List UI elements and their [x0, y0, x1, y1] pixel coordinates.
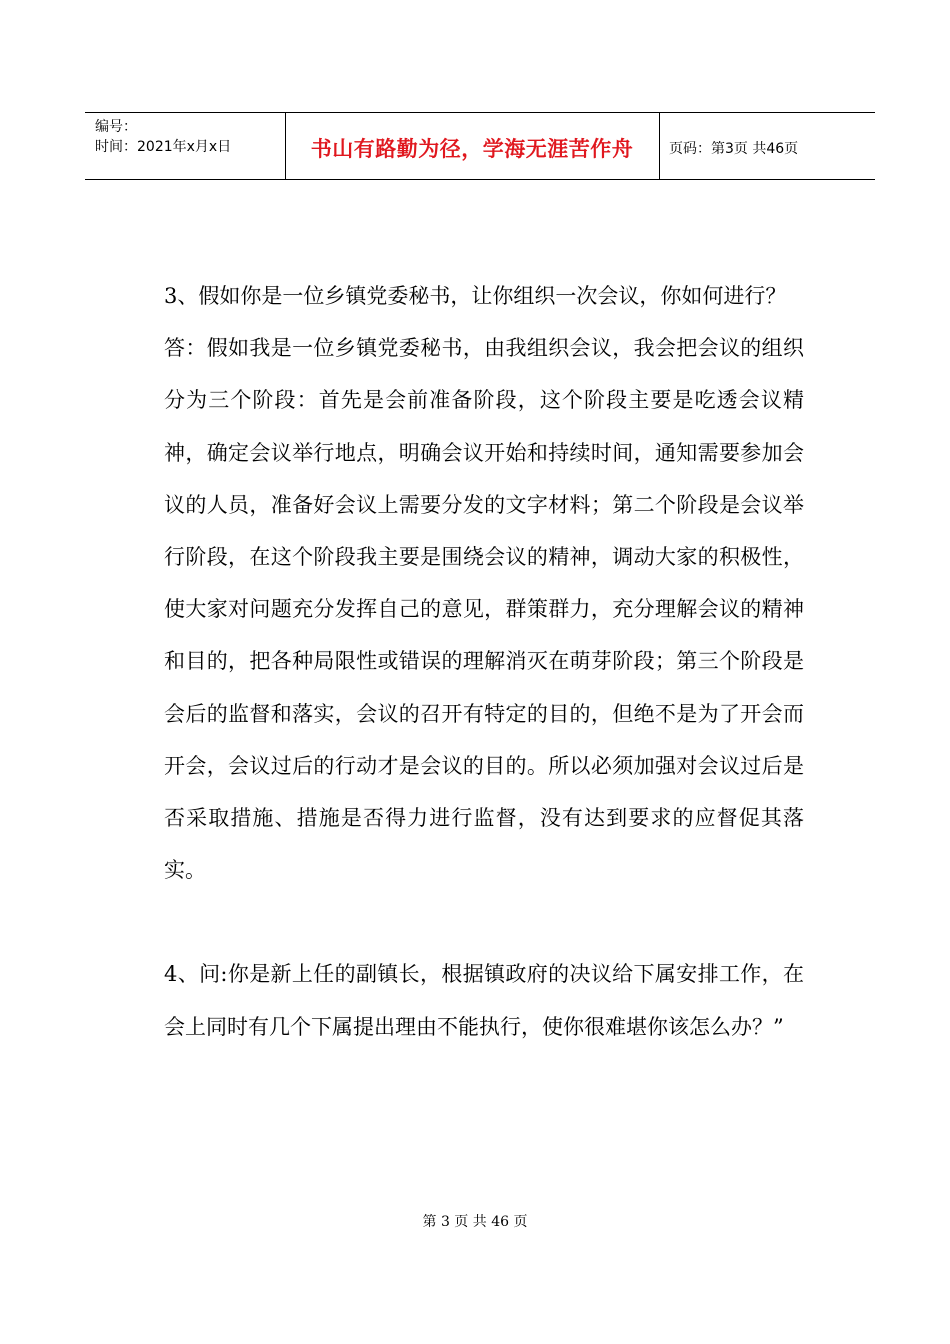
header-divider-right — [659, 113, 660, 180]
header-motto: 书山有路勤为径，学海无涯苦作舟 — [310, 137, 634, 161]
header-meta — [95, 117, 285, 157]
header-divider-left — [285, 113, 286, 180]
document-body — [164, 270, 804, 1053]
question-4: 4、问:你是新上任的副镇长，根据镇政府的决议给下属安排工作，在会上同时有几个下属提出理由不能执行，使你很难堪你该怎么办？” — [164, 962, 804, 1039]
time-label: 时间：2021年x月x日 — [95, 139, 232, 155]
page-header — [85, 112, 875, 180]
paragraph-gap — [164, 896, 804, 948]
answer-3: 答：假如我是一位乡镇党委秘书，由我组织会议，我会把会议的组织分为三个阶段：首先是会前准备阶段，这个阶段主要是吃透会议精神，确定会议举行地点，明确会议开始和持续时间，通知需要参加会议的人员，准备好会议上需要分发的文字材料；第二个阶段是会议举行阶段，在这个阶段我主要是围绕会议的精神，调动大家的积极性，使大家对问题充分发挥自己的意见，群策群力，充分理解会议的精神和目的，把各种局限性或错误的理解消灭在萌芽阶段；第三个阶段是会后的监督和落实，会议的召开有特定的目的，但绝不是为了开会而开会，会议过后的行动才是会议的目的。所以必须加强对会议过后是否采取措施、措施是否得力进行监督，没有达到要求的应督促其落实。 — [164, 336, 804, 883]
header-page-number: 页码：第3页 共46页 — [669, 141, 799, 157]
page-footer: 第 3 页 共 46 页 — [422, 1214, 528, 1230]
serial-number-label: 编号： — [95, 119, 137, 135]
question-3: 3、假如你是一位乡镇党委秘书，让你组织一次会议，你如何进行？ — [164, 284, 787, 308]
